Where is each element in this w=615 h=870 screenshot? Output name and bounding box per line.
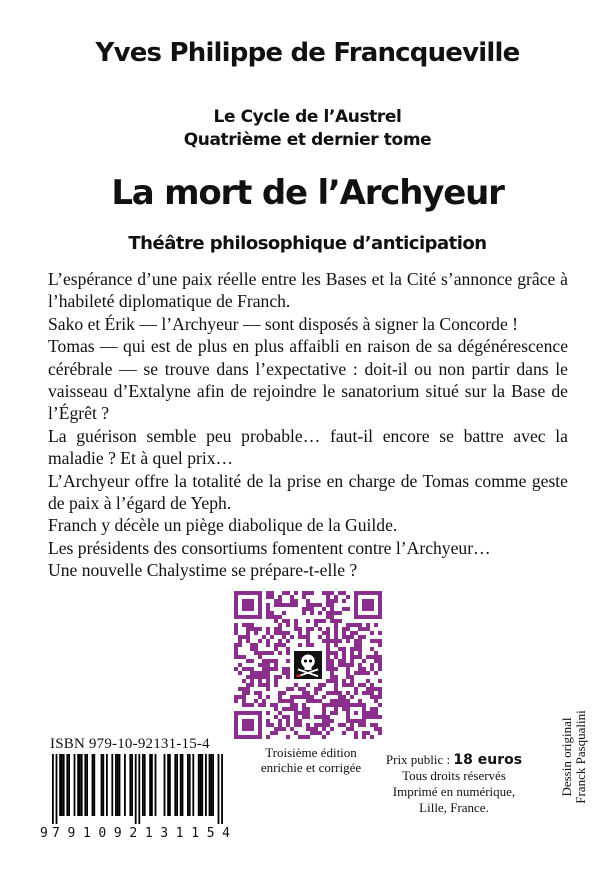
print-location: Lille, France. [419, 800, 489, 815]
blurb-paragraph: Tomas — qui est de plus en plus affaibli en raison de sa dégénérescence cérébrale — se trouve dans l’expectative : doit-il ou non partir dans le vaisseau d’Extalyne afin de rejoindre le sanatorium situé sur la Base de l’Égrêt ? [48, 336, 568, 424]
barcode-bar [182, 754, 184, 816]
series-name: Le Cycle de l’Austrel [213, 107, 402, 127]
barcode-bar [111, 754, 113, 816]
barcode-bar [106, 754, 108, 816]
barcode-bar [77, 754, 79, 816]
credit-line: Franck Pasqualini [573, 710, 588, 804]
barcode-digit: 1 [82, 826, 91, 841]
barcode-bar [135, 754, 137, 824]
barcode-bar [167, 754, 169, 816]
jolly-roger-icon [290, 647, 326, 683]
blurb-paragraph: Sako et Érik — l’Archyeur — sont disposés à signer la Concorde ! [48, 313, 519, 334]
barcode-bar [138, 754, 140, 824]
barcode-bar [212, 754, 214, 816]
barcode-bar [205, 754, 207, 816]
blurb-paragraph: L’Archyeur offre la totalité de la prise en charge de Tomas comme geste de paix à l’égard de Yeph. [48, 470, 568, 514]
barcode-digit: 9 [40, 826, 48, 841]
price-value: 18 euros [453, 752, 523, 768]
barcode-bar [198, 754, 200, 816]
back-cover-blurb [48, 268, 568, 582]
barcode-bar [187, 754, 189, 816]
rights-notice: Tous droits réservés [402, 768, 506, 783]
barcode-digit: 2 [129, 826, 138, 841]
barcode-bar [124, 754, 126, 816]
edition-line: Troisième édition [265, 745, 357, 760]
barcode-bar [155, 754, 157, 816]
barcode-bar [92, 754, 94, 816]
barcode-digit: 5 [206, 826, 215, 841]
blurb-paragraph: Franch y décèle un piège diabolique de la Guilde. [48, 515, 398, 536]
barcode-digit: 3 [160, 826, 169, 841]
barcode-bar [169, 754, 171, 816]
barcode-bar [200, 754, 202, 816]
barcode-bar [68, 754, 70, 816]
barcode-bar [174, 754, 176, 816]
barcode-bar [93, 754, 95, 816]
book-title: La mort de l’Archyeur [111, 173, 504, 213]
barcode-bar [86, 754, 88, 816]
edition-note [246, 745, 376, 775]
isbn-number: ISBN 979-10-92131-15-4 [50, 736, 210, 752]
barcode-digit: 4 [222, 826, 230, 841]
price-label: Prix public : [385, 752, 451, 767]
barcode-bar [61, 754, 63, 816]
illustration-credit [560, 697, 588, 817]
barcode-bar [149, 754, 151, 816]
barcode-bar [52, 754, 54, 824]
barcode-bar [201, 754, 203, 816]
book-genre: Théâtre philosophique d’anticipation [128, 233, 487, 254]
volume-info: Quatrième et dernier tome [183, 130, 432, 150]
edition-line: enrichie et corrigée [260, 760, 362, 775]
blurb-paragraph: L’espérance d’une paix réelle entre les Bases et la Cité s’annonce grâce à l’habileté diplomatique de Franch. [48, 269, 568, 312]
price-line [384, 752, 524, 768]
author-name: Yves Philippe de Francqueville [95, 38, 520, 68]
barcode-bar [101, 754, 103, 816]
barcode-bar [210, 754, 212, 816]
barcode-bar [129, 754, 131, 816]
barcode-bar [142, 754, 144, 816]
barcode-bar [59, 754, 61, 816]
barcode-digit: 9 [67, 826, 76, 841]
barcode-bar [176, 754, 178, 816]
barcode-bar [66, 754, 68, 816]
blurb-paragraph: Les présidents des consortiums fomentent contre l’Archyeur… [48, 537, 491, 558]
credit-line: Dessin original [559, 717, 574, 797]
isbn-barcode [42, 754, 234, 824]
barcode-digit: 1 [144, 826, 153, 841]
blurb-paragraph: La guérison semble peu probable… faut-il encore se battre avec la maladie ? Et à quel prix… [48, 425, 568, 469]
series-subtitle [0, 106, 615, 152]
barcode-digit: 1 [191, 826, 200, 841]
barcode-bar [209, 754, 211, 816]
barcode-bar [84, 754, 86, 816]
barcode-bar [144, 754, 146, 816]
blurb-paragraph: Une nouvelle Chalystime se prépare-t-elle ? [48, 560, 358, 581]
barcode-bar [131, 754, 133, 816]
barcode-bar [189, 754, 191, 816]
barcode-bar [74, 754, 76, 816]
barcode-bar [218, 754, 220, 824]
barcode-bar [115, 754, 117, 816]
barcode-bar [117, 754, 119, 816]
barcode-digit: 7 [52, 826, 60, 841]
price-block [384, 752, 524, 816]
barcode-bar [164, 754, 166, 816]
barcode-bar [56, 754, 58, 824]
barcode-bar [81, 754, 83, 816]
barcode-bar [192, 754, 194, 816]
barcode-digit: 9 [113, 826, 122, 841]
barcode-bar [180, 754, 182, 816]
barcode-bar [119, 754, 121, 816]
barcode-digit: 1 [175, 826, 184, 841]
print-notice: Imprimé en numérique, [392, 784, 516, 799]
barcode-digits [52, 826, 230, 841]
barcode-bar [79, 754, 81, 816]
barcode-bar [63, 754, 65, 816]
barcode-bar [151, 754, 153, 816]
barcode-bar [221, 754, 223, 824]
qr-code[interactable] [234, 591, 382, 739]
barcode-digit: 0 [98, 826, 107, 841]
barcode-bar [102, 754, 104, 816]
